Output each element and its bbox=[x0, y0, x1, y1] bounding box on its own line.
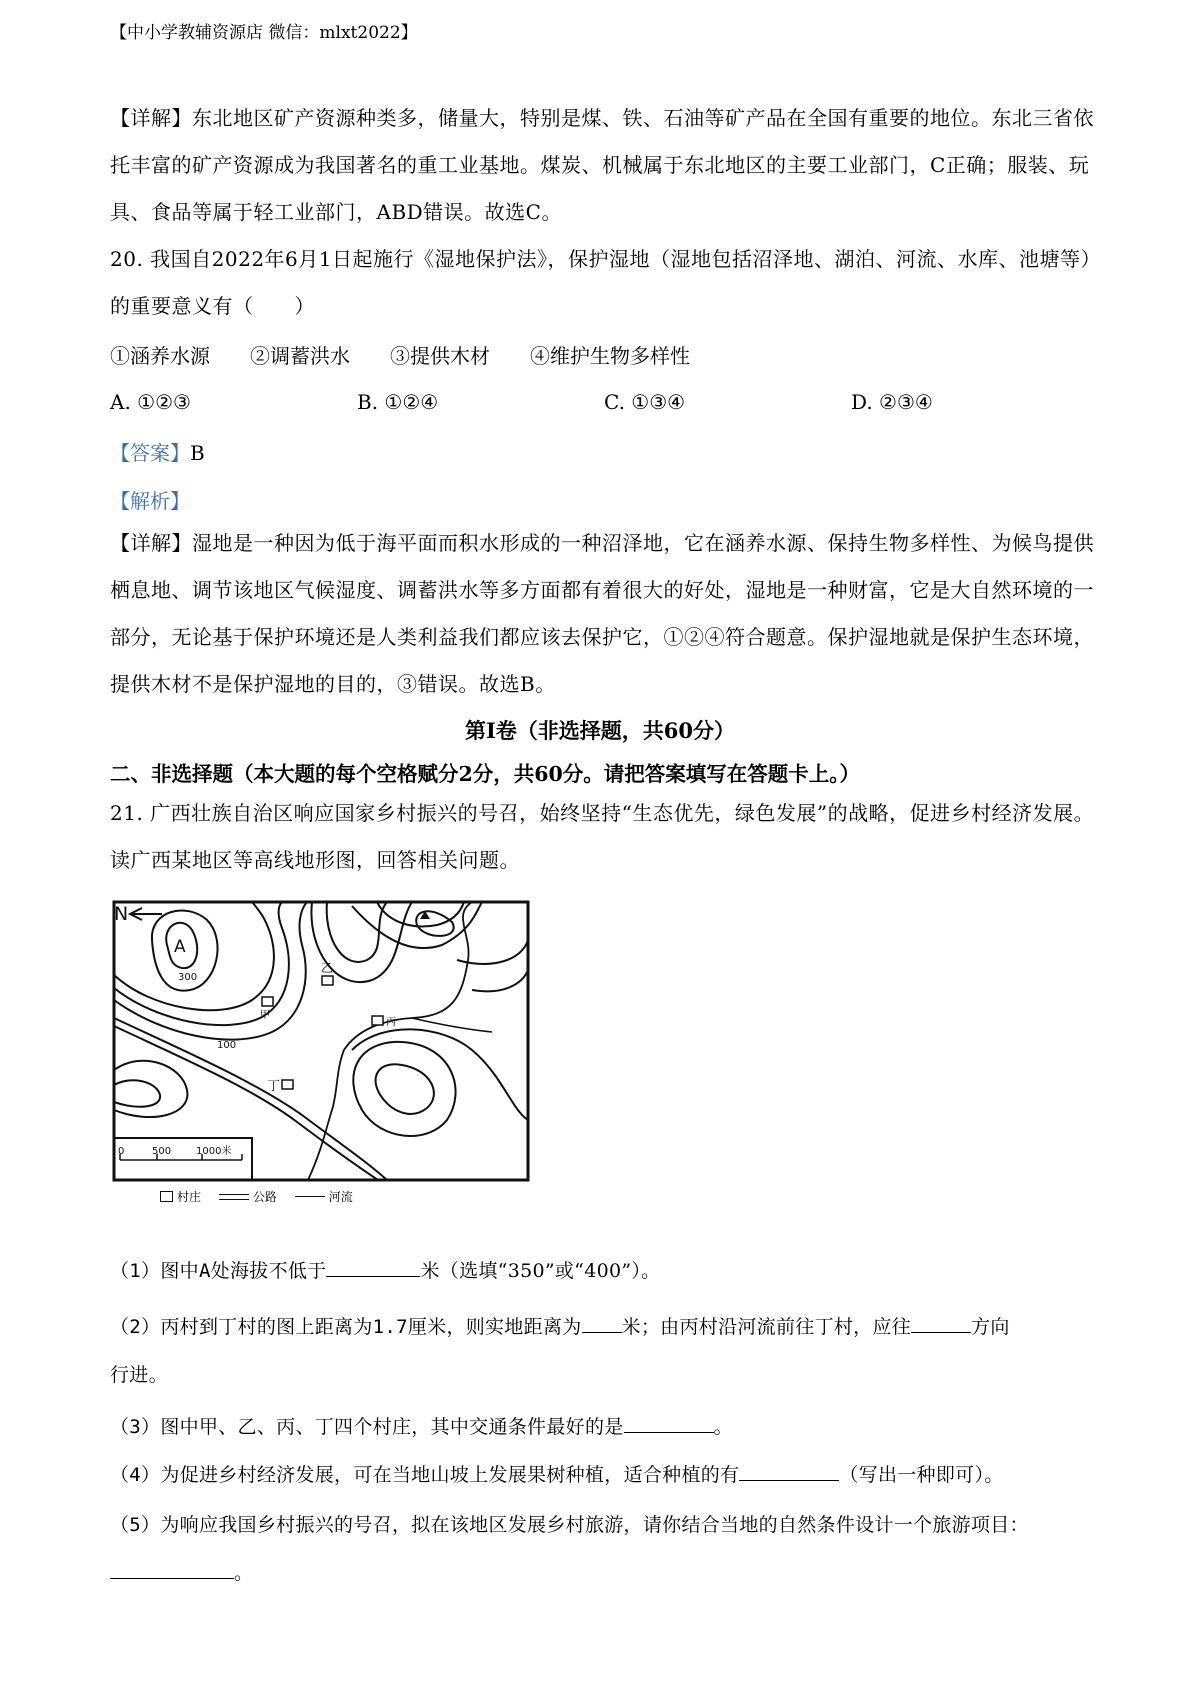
detail-tag: 【详解】 bbox=[110, 531, 192, 555]
sub1-blank[interactable] bbox=[326, 1258, 420, 1277]
sub5-blank[interactable] bbox=[110, 1560, 234, 1579]
map-peak-a-label: A bbox=[174, 937, 186, 957]
q21-sub2-cont: 行进。 bbox=[110, 1364, 168, 1386]
legend-road-label: 公路 bbox=[252, 1190, 277, 1204]
sub2-text-c: 方向 bbox=[971, 1316, 1010, 1338]
legend-village-label: 村庄 bbox=[177, 1190, 202, 1204]
q20-analysis-tag: 【解析】 bbox=[110, 489, 190, 513]
contour-map bbox=[112, 900, 532, 1185]
section-title: 第Ⅰ卷（非选择题，共60分） bbox=[464, 718, 736, 743]
sub4-text-a: （4）为促进乡村经济发展，可在当地山坡上发展果树种植，适合种植的有 bbox=[110, 1464, 740, 1486]
sub2-text-b: 米；由丙村沿河流前往丁村，应往 bbox=[621, 1316, 912, 1338]
sub1-text-a: （1）图中A处海拔不低于 bbox=[110, 1260, 327, 1282]
option-d: D. ②③④ bbox=[851, 390, 933, 414]
contour-right-2 bbox=[472, 970, 528, 991]
contour-mid-4 bbox=[377, 902, 464, 926]
page-header: 【中小学教辅资源店 微信：mlxt2022】 bbox=[110, 23, 418, 43]
sub2-text-a: （2）丙村到丁村的图上距离为1.7厘米，则实地距离为 bbox=[110, 1316, 582, 1338]
q21-sub2 bbox=[110, 1312, 1010, 1339]
q21-sub4 bbox=[110, 1460, 1004, 1487]
q20-stem: 20. 我国自2022年6月1日起施行《湿地保护法》，保护湿地（湿地包括沼泽地、湖泊、河流、水库、池塘等）的重要意义有（ ） bbox=[110, 247, 1092, 318]
q21-sub1 bbox=[110, 1256, 660, 1283]
legend-river-label: 河流 bbox=[328, 1190, 353, 1204]
answer-value: B bbox=[190, 441, 205, 465]
north-arrow-icon bbox=[130, 908, 162, 920]
legend-river-icon bbox=[295, 1196, 325, 1197]
sub4-text-b: （写出一种即可）。 bbox=[839, 1464, 1004, 1486]
sub3-text-b: 。 bbox=[713, 1416, 733, 1438]
q19-detail bbox=[110, 95, 1100, 236]
contour-left-2 bbox=[114, 1080, 160, 1106]
map-village-yi-label: 乙 bbox=[321, 961, 334, 975]
map-village-bing-label: 丙 bbox=[386, 1017, 396, 1028]
map-contour-300-label: 300 bbox=[178, 972, 198, 983]
section-heading: 二、非选择题（本大题的每个空格赋分2分，共60分。请把答案填写在答题卡上。） bbox=[110, 762, 861, 786]
option-a: A. ①②③ bbox=[110, 390, 191, 414]
sub5-text-b: 。 bbox=[234, 1562, 254, 1584]
contour-right-3 bbox=[352, 1029, 528, 1120]
q21-sub5: （5）为响应我国乡村振兴的号召，拟在该地区发展乡村旅游，请你结合当地的自然条件设计一个旅游项目： bbox=[110, 1514, 1029, 1536]
legend-road-icon bbox=[219, 1194, 249, 1200]
map-scale-1000: 1000米 bbox=[196, 1146, 232, 1157]
q20-answer bbox=[110, 437, 205, 466]
contour-hill-inner bbox=[416, 911, 453, 936]
option-b: B. ①②④ bbox=[357, 390, 439, 414]
map-legend bbox=[160, 1188, 353, 1205]
village-jia-icon bbox=[262, 997, 273, 1006]
map-scale-500: 500 bbox=[152, 1146, 172, 1157]
q21-sub5-cont bbox=[110, 1558, 253, 1585]
sub2-blank-2[interactable] bbox=[911, 1314, 971, 1333]
detail-text: 湿地是一种因为低于海平面而积水形成的一种沼泽地，它在涵养水源、保持生物多样性、为候鸟提供栖息地、调节该地区气候湿度、调蓄洪水等多方面都有着很大的好处，湿地是一种财富，它是大自然环境的一部分，无论基于保护环境还是人类利益我们都应该去保护它，①②④符合题意。保护湿地就是保护生态环境，提供木材不是保护湿地的目的，③错误。故选B。 bbox=[110, 531, 1094, 696]
option-c: C. ①③④ bbox=[604, 390, 686, 414]
scale-frame bbox=[114, 1138, 252, 1180]
village-ding-icon bbox=[282, 1080, 293, 1089]
q21-sub3 bbox=[110, 1412, 733, 1439]
sub2-blank-1[interactable] bbox=[582, 1314, 622, 1333]
sub3-blank[interactable] bbox=[624, 1414, 714, 1433]
sub4-blank[interactable] bbox=[739, 1462, 839, 1481]
contour-left-1 bbox=[114, 1061, 187, 1117]
q21-stem: 21. 广西壮族自治区响应国家乡村振兴的号召，始终坚持“生态优先，绿色发展”的战略，促进乡村经济发展。读广西某地区等高线地形图，回答相关问题。 bbox=[110, 801, 1095, 872]
village-bing-icon bbox=[372, 1016, 383, 1025]
map-contour-100-label: 100 bbox=[217, 1040, 237, 1051]
q20-detail bbox=[110, 520, 1100, 708]
q20-items: ①涵养水源 ②调蓄洪水 ③提供木材 ④维护生物多样性 bbox=[110, 344, 690, 368]
detail-tag: 【详解】 bbox=[110, 106, 192, 130]
sub1-text-b: 米（选填“350”或“400”）。 bbox=[420, 1260, 661, 1282]
village-yi-icon bbox=[322, 976, 333, 985]
legend-village-icon bbox=[160, 1191, 173, 1202]
answer-tag: 【答案】 bbox=[110, 441, 190, 465]
detail-text: 东北地区矿产资源种类多，储量大，特别是煤、铁、石油等矿产品在全国有重要的地位。东北三省依托丰富的矿产资源成为我国著名的重工业基地。煤炭、机械属于东北地区的主要工业部门，C正确；服装、玩具、食品等属于轻工业部门，ABD错误。故选C。 bbox=[110, 106, 1094, 224]
map-village-ding-label: 丁 bbox=[267, 1079, 281, 1094]
sub3-text-a: （3）图中甲、乙、丙、丁四个村庄，其中交通条件最好的是 bbox=[110, 1416, 624, 1438]
map-scale-0: 0 bbox=[118, 1146, 125, 1157]
map-north-label: N bbox=[114, 903, 129, 925]
contour-hill-right-outer bbox=[353, 1042, 455, 1136]
contour-hill-right-inner bbox=[376, 1064, 434, 1114]
q20-options bbox=[110, 390, 1100, 420]
map-village-jia-label: 甲 bbox=[260, 1010, 270, 1021]
